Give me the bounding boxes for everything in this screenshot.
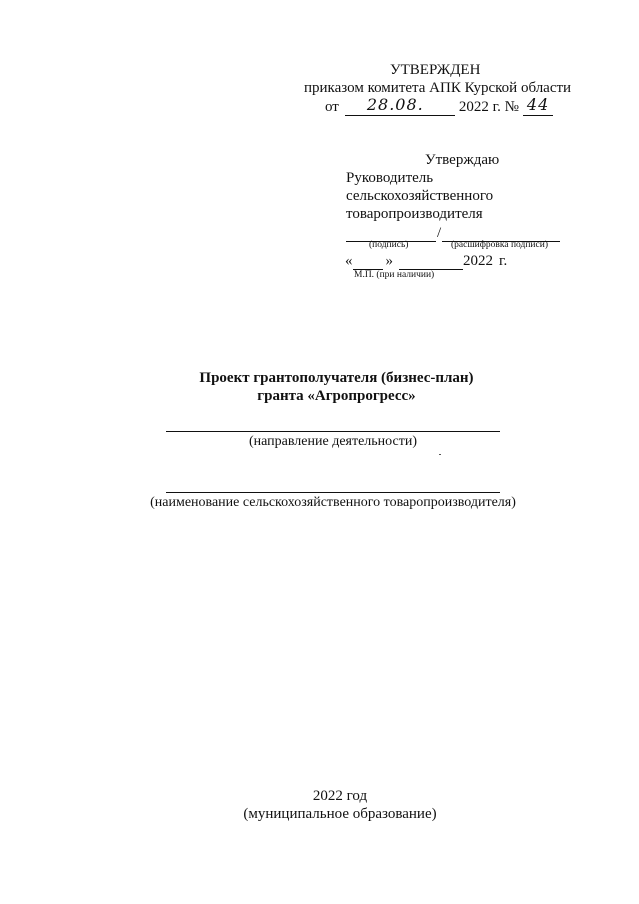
signature-separator: /	[437, 225, 442, 241]
document-title-line-2: гранта «Агропрогресс»	[257, 388, 416, 404]
approval-date-prefix: от	[325, 99, 339, 115]
decoding-label: (расшифровка подписи)	[451, 240, 548, 250]
approval-number-blank	[523, 95, 553, 116]
month-blank	[399, 252, 463, 270]
manager-year-suffix: г.	[499, 253, 508, 269]
footer-municipality: (муниципальное образование)	[243, 806, 437, 822]
approval-date-handwritten: 28.08.	[366, 95, 424, 114]
producer-caption: (наименование сельскохозяйственного товаропроизводителя)	[150, 495, 516, 510]
approval-date-blank	[345, 95, 455, 116]
position-line-1: Руководитель	[346, 170, 434, 186]
approval-title: УТВЕРЖДЕН	[390, 62, 481, 78]
direction-rule	[166, 431, 500, 432]
quote-close: »	[385, 253, 393, 269]
direction-caption: (направление деятельности)	[248, 434, 418, 449]
signature-label: (подпись)	[369, 240, 409, 250]
approve-word: Утверждаю	[425, 152, 500, 168]
approval-date-line	[325, 95, 553, 116]
position-line-3: товаропроизводителя	[346, 206, 483, 222]
approval-year-text: 2022 г. №	[458, 99, 519, 115]
document-title-line-1: Проект грантополучателя (бизнес-план)	[199, 370, 474, 386]
scan-speck	[439, 454, 441, 455]
manager-date-row	[345, 252, 507, 270]
quote-open: «	[345, 253, 353, 269]
position-line-2: сельскохозяйственного	[346, 188, 494, 204]
day-blank	[353, 252, 383, 270]
stamp-note: М.П. (при наличии)	[354, 270, 435, 280]
producer-rule	[166, 492, 500, 493]
footer-year: 2022 год	[312, 788, 368, 804]
approval-order-text: приказом комитета АПК Курской области	[304, 80, 572, 96]
document-title	[0, 369, 639, 405]
approval-number-handwritten: 44	[526, 95, 550, 114]
manager-year: 2022	[463, 253, 493, 269]
